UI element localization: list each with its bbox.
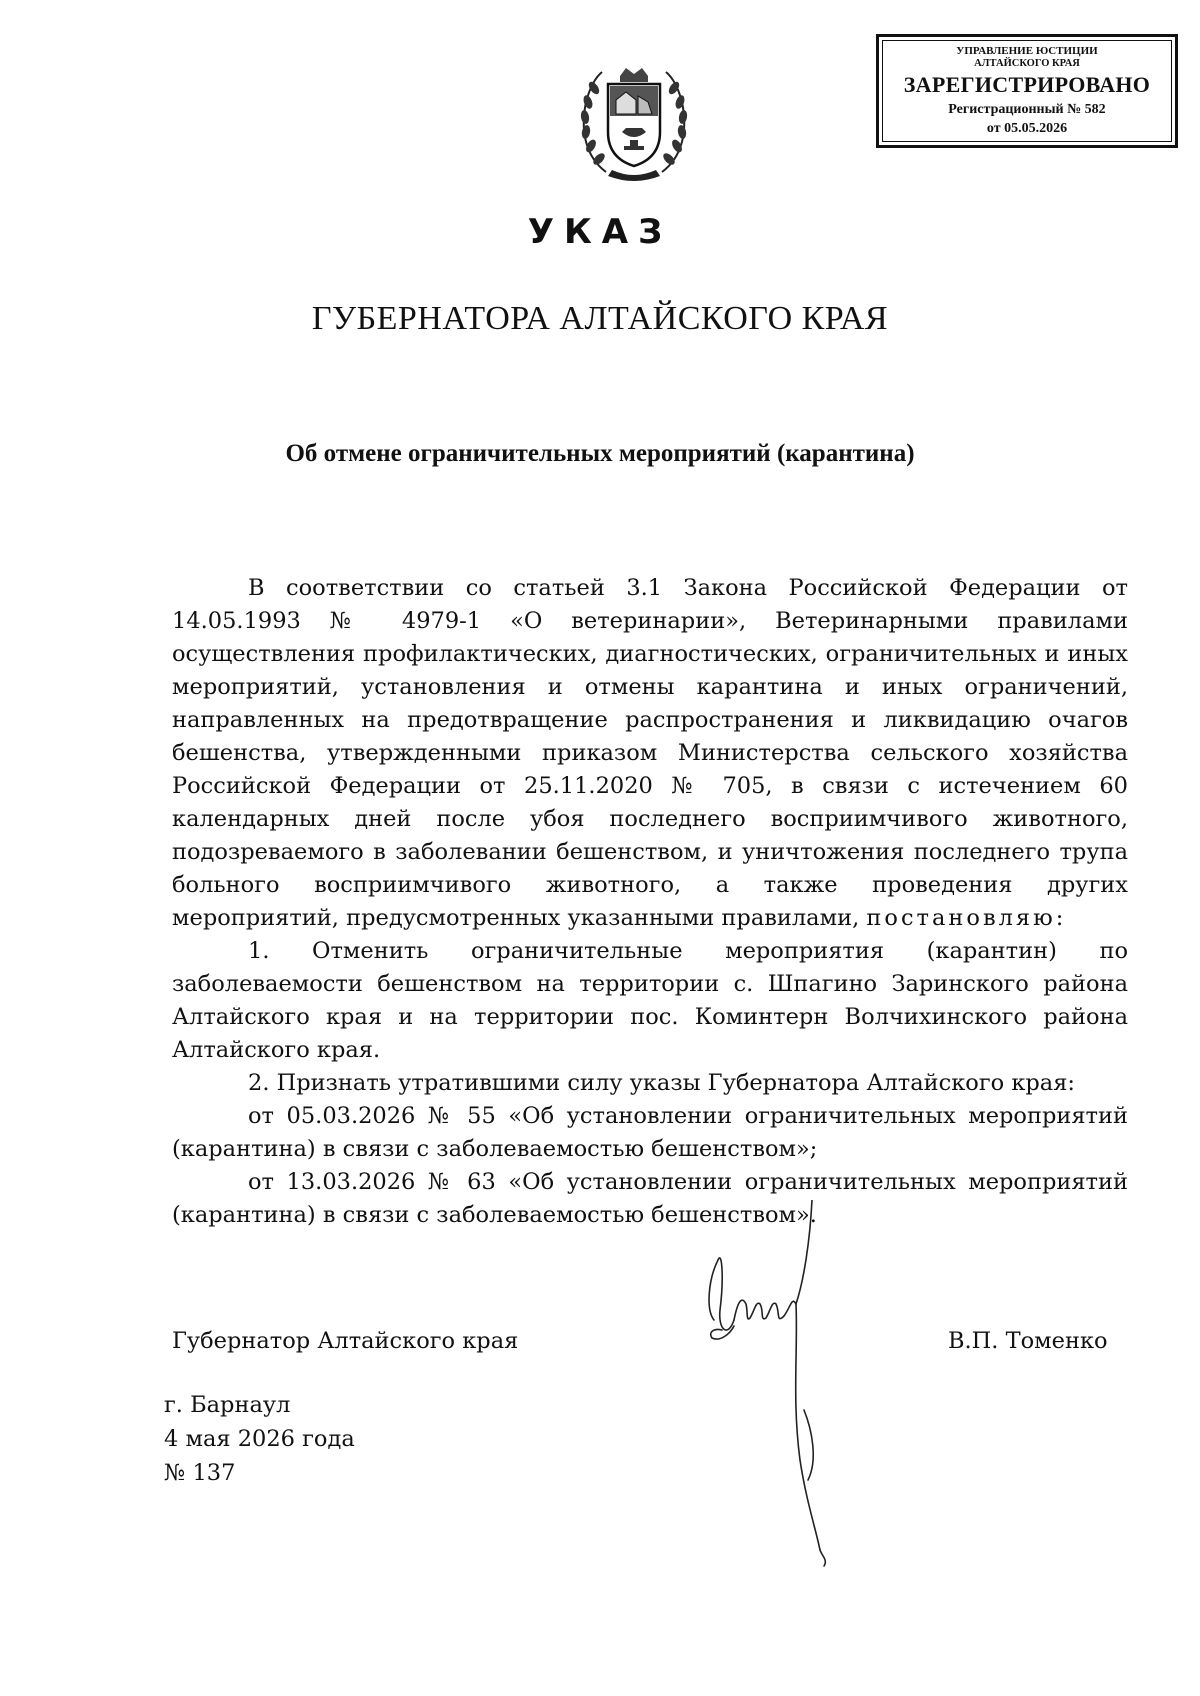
- stamp-registered: ЗАРЕГИСТРИРОВАНО: [903, 72, 1151, 97]
- registration-stamp: [876, 34, 1178, 148]
- stamp-inner-border: [882, 40, 1172, 142]
- stamp-reg-number: Регистрационный № 582: [948, 102, 1106, 117]
- handwritten-signature-icon: [700, 1200, 890, 1600]
- document-body: [172, 572, 1128, 1232]
- repealed-decree-1: от 05.03.2026 № 55 «Об установлении ограничительных мероприятий (карантина) в связи с заболеваемостью бешенством»;: [172, 1103, 1128, 1162]
- stamp-authority: УПРАВЛЕНИЕ ЮСТИЦИИ: [956, 45, 1098, 57]
- document-footer: [164, 1388, 355, 1490]
- document-issuer: ГУБЕРНАТОРА АЛТАЙСКОГО КРАЯ: [311, 300, 889, 337]
- stamp-region: АЛТАЙСКОГО КРАЯ: [974, 58, 1080, 69]
- signer-position: Губернатор Алтайского края: [172, 1328, 519, 1354]
- preamble-text: В соответствии со статьей 3.1 Закона Российской Федерации от 14.05.1993 № 4979-1 «О ветеринарии», Ветеринарными правилами осуществления профилактических, диагностических, ограничительных и иных мероприятий, установления и отмены карантина и иных ограничений, направленных на предотвращение распространения и ликвидацию очагов бешенства, утвержденными приказом Министерства сельского хозяйства Российской Федерации от 25.11.2020 № 705, в связи с истечением 60 календарных дней после убоя последнего восприимчивого животного, подозреваемого в заболевании бешенством, и уничтожения последнего трупа больного восприимчивого животного, а также проведения других мероприятий, предусмотренных указанными правилами,: [172, 575, 1128, 931]
- footer-city: г. Барнаул: [164, 1392, 291, 1418]
- preamble-paragraph: [172, 572, 1128, 935]
- document-subject: Об отмене ограничительных мероприятий (карантина): [285, 440, 915, 467]
- decree-keyword: постановляю:: [866, 905, 1067, 931]
- stamp-reg-date: от 05.05.2026: [986, 121, 1068, 136]
- repealed-decree-2: от 13.03.2026 № 63 «Об установлении ограничительных мероприятий (карантина) в связи с заболеваемостью бешенством».: [172, 1169, 1128, 1228]
- document-title: УКАЗ: [527, 212, 673, 252]
- signer-name: В.П. Томенко: [948, 1328, 1108, 1354]
- coat-of-arms-icon: [576, 62, 692, 184]
- clause-2: 2. Признать утратившими силу указы Губернатора Алтайского края:: [248, 1070, 1075, 1096]
- clause-1: 1. Отменить ограничительные мероприятия (карантин) по заболеваемости бешенством на территории с. Шпагино Заринского района Алтайского края и на территории пос. Коминтерн Волчихинского района Алтайского края.: [172, 938, 1128, 1063]
- footer-number: № 137: [164, 1460, 236, 1486]
- footer-date: 4 мая 2026 года: [164, 1426, 355, 1452]
